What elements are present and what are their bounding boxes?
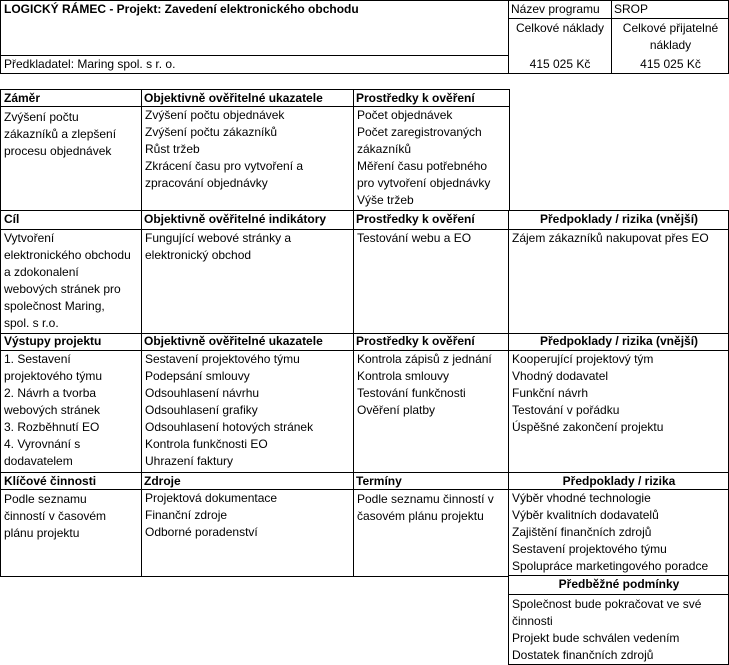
vystupy-col1	[2, 351, 141, 470]
list-item: společnost Maring,	[4, 299, 105, 313]
list-item: činností v časovém	[4, 509, 107, 523]
zamer-col3	[355, 107, 509, 209]
list-item: spol. s r.o.	[4, 316, 59, 330]
list-item: Zvýšení počtu objednávek	[145, 108, 285, 122]
list-item: Sestavení projektového týmu	[512, 542, 667, 556]
zamer-verification-header: Prostředky k ověření	[356, 91, 475, 105]
list-item: Uhrazení faktury	[145, 454, 234, 468]
vystupy-indicators-header: Objektivně ověřitelné ukazatele	[144, 334, 323, 348]
program-label: Název programu	[511, 2, 600, 16]
zamer-header: Záměr	[4, 91, 41, 105]
list-item: Společnost bude pokračovat ve své	[512, 597, 702, 611]
list-item: webových stránek pro	[4, 282, 121, 296]
list-item: Odsouhlasení návrhu	[145, 386, 260, 400]
list-item: zpracování objednávky	[145, 176, 268, 190]
list-item: Zkrácení času pro vytvoření a	[145, 159, 304, 173]
list-item: webových stránek	[4, 403, 101, 417]
cil-col2	[143, 230, 352, 264]
list-item: Vytvoření	[4, 231, 55, 245]
list-item: Odborné poradenství	[145, 525, 258, 539]
eligible-cost-label-1: Celkové přijatelné	[622, 21, 719, 35]
list-item: Úspěšné zakončení projektu	[512, 420, 664, 434]
preconditions-header: Předběžné podmínky	[558, 577, 680, 591]
list-item: Podle seznamu činností v	[357, 492, 494, 506]
cinnosti-assumptions-header: Předpoklady / rizika	[562, 474, 676, 488]
submitter: Předkladatel: Maring spol. s r. o.	[4, 57, 176, 71]
list-item: Odsouhlasení grafiky	[145, 403, 258, 417]
cil-header: Cíl	[4, 212, 20, 226]
list-item: Sestavení projektového týmu	[145, 352, 300, 366]
list-item: zákazníků	[357, 142, 412, 156]
list-item: Výběr kvalitních dodavatelů	[512, 508, 659, 522]
vystupy-header: Výstupy projektu	[4, 334, 102, 348]
list-item: dodavatelem	[4, 454, 73, 468]
list-item: plánu projektu	[4, 526, 80, 540]
cil-col1	[2, 230, 141, 332]
list-item: Testování webu a EO	[357, 231, 472, 245]
list-item: procesu objednávek	[4, 144, 112, 158]
list-item: Dostatek finančních zdrojů	[512, 648, 654, 662]
cil-assumptions-header: Předpoklady / rizika (vnější)	[539, 212, 699, 226]
list-item: Zájem zákazníků nakupovat přes EO	[512, 231, 709, 245]
list-item: Výběr vhodné technologie	[512, 491, 651, 505]
list-item: Zvýšení počtu zákazníků	[145, 125, 278, 139]
list-item: pro vytvoření objednávky	[357, 176, 491, 190]
list-item: projektového týmu	[4, 369, 103, 383]
list-item: Měření času potřebného	[357, 159, 488, 173]
vystupy-verification-header: Prostředky k ověření	[356, 334, 475, 348]
list-item: 4. Vyrovnání s	[4, 437, 81, 451]
list-item: Testování v pořádku	[512, 403, 620, 417]
list-item: a zdokonalení	[4, 265, 79, 279]
cinnosti-col4	[510, 490, 729, 575]
list-item: Odsouhlasení hotových stránek	[145, 420, 314, 434]
zamer-col2	[143, 107, 352, 192]
zamer-col1	[2, 109, 140, 160]
cinnosti-col3	[355, 491, 508, 525]
list-item: 3. Rozběhnutí EO	[4, 420, 100, 434]
cinnosti-resources-header: Zdroje	[144, 474, 181, 488]
program-value: SROP	[614, 2, 649, 16]
vystupy-col4	[510, 351, 729, 436]
list-item: Kooperující projektový tým	[512, 352, 654, 366]
list-item: Podle seznamu	[4, 492, 87, 506]
preconditions-list	[510, 596, 729, 664]
list-item: Kontrola smlouvy	[357, 369, 450, 383]
list-item: Spolupráce marketingového poradce	[512, 559, 709, 573]
list-item: 1. Sestavení	[4, 352, 71, 366]
cil-verification-header: Prostředky k ověření	[356, 212, 475, 226]
list-item: Vhodný dodavatel	[512, 369, 609, 383]
list-item: Projektová dokumentace	[145, 491, 278, 505]
list-item: zákazníků a zlepšení	[4, 127, 117, 141]
list-item: Projekt bude schválen vedením	[512, 631, 680, 645]
total-cost-label: Celkové náklady	[515, 21, 605, 35]
eligible-cost-value: 415 025 Kč	[640, 57, 701, 71]
total-cost-value: 415 025 Kč	[529, 57, 591, 71]
vystupy-col3	[355, 351, 508, 419]
zamer-indicators-header: Objektivně ověřitelné ukazatele	[144, 91, 323, 105]
cil-col3	[355, 230, 508, 247]
page-title: LOGICKÝ RÁMEC - Projekt: Zavedení elektronického obchodu	[4, 2, 359, 16]
cinnosti-deadlines-header: Termíny	[356, 474, 402, 488]
vystupy-assumptions-header: Předpoklady / rizika (vnější)	[539, 334, 699, 348]
list-item: elektronického obchodu	[4, 248, 131, 262]
cinnosti-header: Klíčové činnosti	[4, 474, 97, 488]
list-item: časovém plánu projektu	[357, 509, 484, 523]
list-item: Funkční návrh	[512, 386, 589, 400]
list-item: Zvýšení počtu	[4, 110, 79, 124]
list-item: činnosti	[512, 614, 553, 628]
vystupy-col2	[143, 351, 352, 470]
list-item: Růst tržeb	[145, 142, 200, 156]
list-item: 2. Návrh a tvorba	[4, 386, 97, 400]
cinnosti-col2	[143, 490, 352, 541]
cil-indicators-header: Objektivně ověřitelné indikátory	[144, 212, 327, 226]
list-item: Počet objednávek	[357, 108, 453, 122]
list-item: Zajištění finančních zdrojů	[512, 525, 652, 539]
eligible-cost-label-2: náklady	[649, 38, 692, 52]
list-item: elektronický obchod	[145, 248, 252, 262]
list-item: Fungující webové stránky a	[145, 231, 292, 245]
list-item: Finanční zdroje	[145, 508, 228, 522]
list-item: Počet zaregistrovaných	[357, 125, 482, 139]
list-item: Testování funkčnosti	[357, 386, 466, 400]
cinnosti-col1	[2, 491, 141, 542]
list-item: Podepsání smlouvy	[145, 369, 250, 383]
list-item: Ověření platby	[357, 403, 436, 417]
list-item: Kontrola zápisů z jednání	[357, 352, 492, 366]
list-item: Výše tržeb	[357, 193, 414, 207]
cil-col4	[510, 230, 729, 247]
list-item: Kontrola funkčnosti EO	[145, 437, 268, 451]
